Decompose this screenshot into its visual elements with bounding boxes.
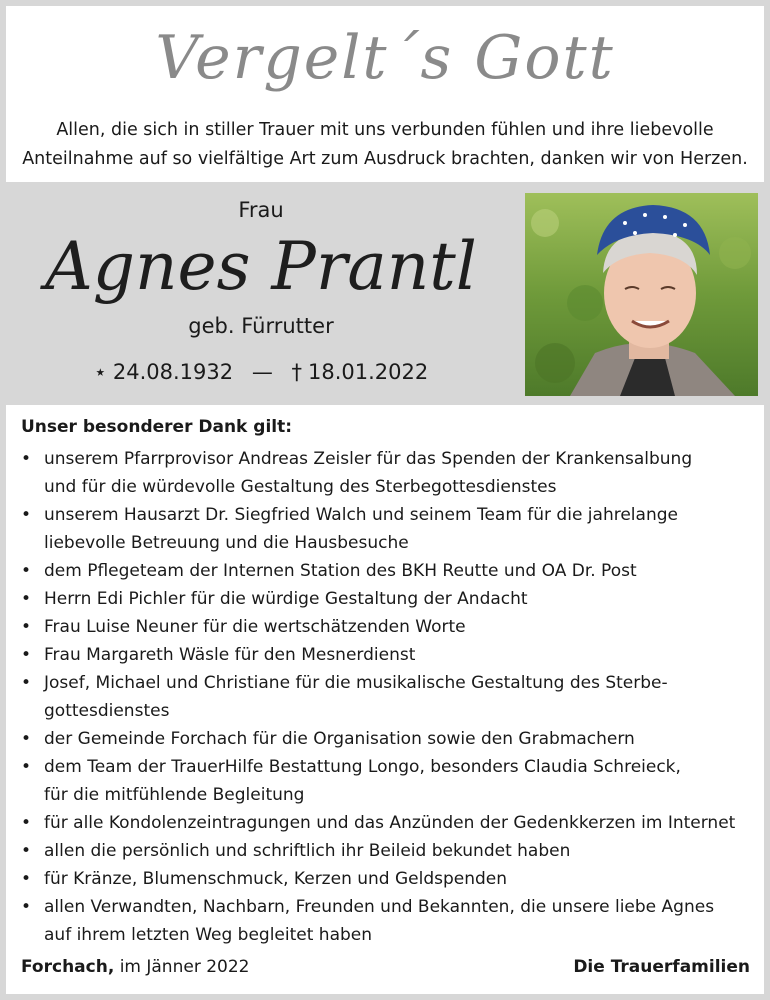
footer-place: Forchach, [21, 957, 115, 977]
thanks-panel [6, 405, 764, 994]
maiden-name: geb. Fürrutter [188, 314, 334, 338]
list-item-line: für die mitfühlende Begleitung [44, 785, 305, 805]
list-item-line: auf ihrem letzten Weg begleitet haben [44, 925, 373, 945]
deceased-name: Agnes Prantl [45, 228, 477, 305]
list-item [6, 613, 758, 641]
intro-line-2: Anteilnahme auf so vielfältige Art zum Ausdruck brachten, danken wir von Herzen. [22, 149, 748, 169]
date-separator: — [251, 360, 273, 384]
list-item [6, 893, 758, 949]
list-item [6, 669, 758, 725]
list-item-line: • allen Verwandten, Nachbarn, Freunden und Bekannten, die unsere liebe Agnes [44, 897, 715, 917]
death-date: 18.01.2022 [308, 360, 429, 384]
list-item [6, 865, 758, 893]
list-item-line: • Frau Margareth Wäsle für den Mesnerdienst [44, 645, 416, 665]
portrait-photo [525, 193, 758, 396]
list-item-line: • dem Pflegeteam der Internen Station des BKH Reutte und OA Dr. Post [44, 561, 637, 581]
thanks-heading: Unser besonderer Dank gilt: [21, 417, 293, 437]
list-item [6, 557, 758, 585]
list-item [6, 641, 758, 669]
list-item-line: • Josef, Michael und Christiane für die musikalische Gestaltung des Sterbe- [44, 673, 668, 693]
list-item-line: • dem Team der TrauerHilfe Bestattung Longo, besonders Claudia Schreieck, [44, 757, 681, 777]
intro-line-1: Allen, die sich in stiller Trauer mit uns verbunden fühlen und ihre liebevolle [56, 120, 714, 140]
list-item [6, 837, 758, 865]
header-panel [6, 6, 764, 182]
footer-date: im Jänner 2022 [119, 957, 250, 977]
headline: Vergelt´s Gott [155, 23, 615, 93]
list-item-line: • unserem Pfarrprovisor Andreas Zeisler für das Spenden der Krankensalbung [44, 449, 693, 469]
list-item-line: • allen die persönlich und schriftlich ihr Beileid bekundet haben [44, 841, 571, 861]
deceased-info [0, 190, 522, 400]
footer-signature: Die Trauerfamilien [573, 957, 750, 977]
life-dates [0, 360, 522, 384]
list-item-line: und für die würdevolle Gestaltung des Sterbegottesdienstes [44, 477, 557, 497]
list-item-line: gottesdienstes [44, 701, 170, 721]
list-item [6, 753, 758, 809]
thanks-list [6, 445, 758, 949]
list-item [6, 809, 758, 837]
death-symbol: † [291, 360, 303, 384]
salutation: Frau [238, 198, 284, 222]
list-item-line: • Frau Luise Neuner für die wertschätzenden Worte [44, 617, 466, 637]
list-item-line: • für Kränze, Blumenschmuck, Kerzen und Geldspenden [44, 869, 508, 889]
footer-place-date [21, 957, 249, 977]
list-item [6, 501, 758, 557]
list-item-line: • der Gemeinde Forchach für die Organisation sowie den Grabmachern [44, 729, 635, 749]
list-item [6, 725, 758, 753]
birth-date: 24.08.1932 [112, 360, 234, 384]
portrait-illustration [525, 193, 758, 396]
list-item [6, 585, 758, 613]
list-item-line: liebevolle Betreuung und die Hausbesuche [44, 533, 409, 553]
list-item [6, 445, 758, 501]
intro-text [6, 116, 764, 174]
birth-symbol: ⋆ [93, 360, 107, 384]
list-item-line: • Herrn Edi Pichler für die würdige Gestaltung der Andacht [44, 589, 528, 609]
list-item-line: • für alle Kondolenzeintragungen und das Anzünden der Gedenkkerzen im Internet [44, 813, 736, 833]
list-item-line: • unserem Hausarzt Dr. Siegfried Walch und seinem Team für die jahrelange [44, 505, 678, 525]
